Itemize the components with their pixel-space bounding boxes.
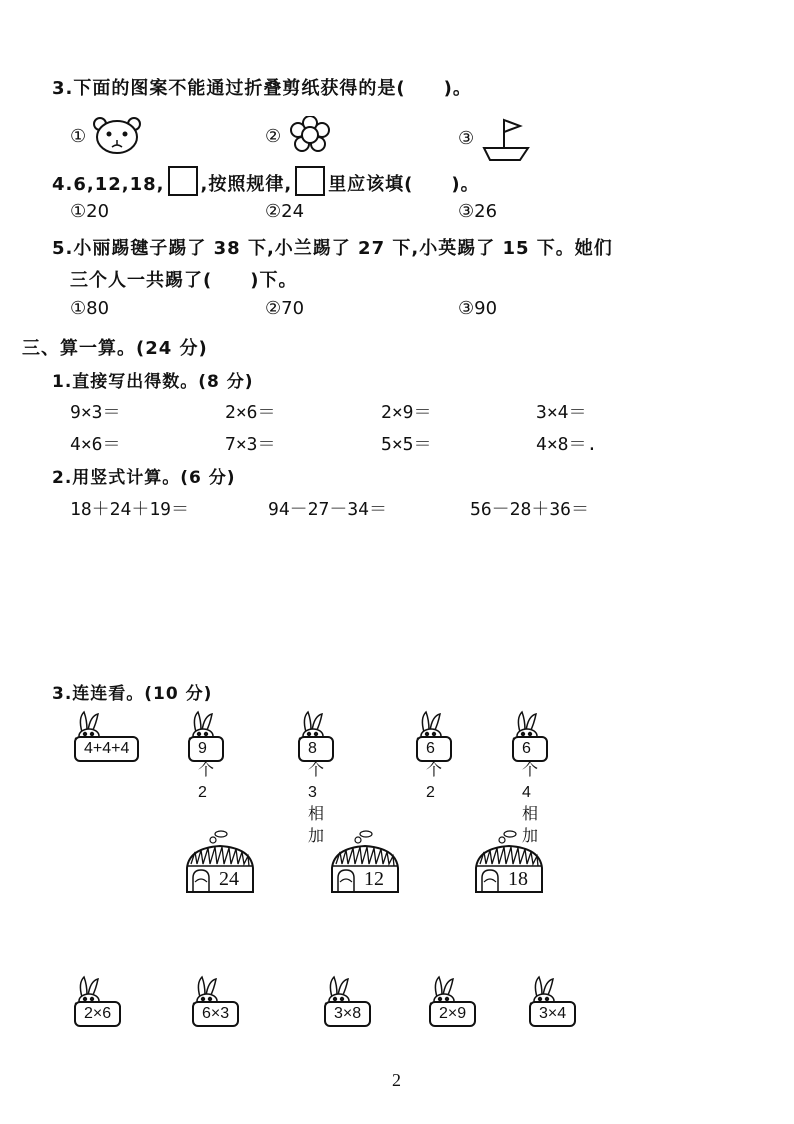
- match-card-top-1-label: 4+4+4: [74, 736, 139, 762]
- flower-icon: [287, 116, 333, 154]
- match-card-bottom-2-label: 6×3: [192, 1001, 239, 1027]
- match-card-top-4-label: 6个2: [416, 736, 452, 762]
- q4-blank-box-2: [295, 166, 325, 196]
- q4-stem-start: 4.6,12,18,: [52, 174, 165, 195]
- calc-r1-c2: 2×6＝: [225, 402, 276, 423]
- match-house-2[interactable]: [328, 830, 402, 896]
- part-3-title: 3.连连看。(10 分): [52, 684, 213, 704]
- calc-r2-c1: 4×6＝: [70, 434, 121, 455]
- q4-stem: [52, 166, 480, 196]
- match-house-1-number: 24: [219, 868, 239, 890]
- match-card-top-3-label: 8个3相加: [298, 736, 334, 762]
- calc-r2-c3: 5×5＝: [381, 434, 432, 455]
- q5-line-2: 三个人一共踢了( )下。: [70, 270, 298, 291]
- match-card-top-2-label: 9个2: [188, 736, 224, 762]
- q3-option-1[interactable]: [70, 116, 142, 154]
- sailboat-icon: [480, 116, 530, 162]
- match-house-3-number: 18: [508, 868, 528, 890]
- q3-option-2-marker: ②: [265, 126, 282, 147]
- calc-r2-c2: 7×3＝: [225, 434, 276, 455]
- match-house-3[interactable]: [472, 830, 546, 896]
- section-3-title: 三、算一算。(24 分): [22, 338, 208, 359]
- q3-option-2[interactable]: [265, 116, 333, 154]
- q3-stem: 3.下面的图案不能通过折叠剪纸获得的是( )。: [52, 78, 472, 99]
- q3-option-3[interactable]: [458, 116, 530, 162]
- match-card-top-5-label: 6个4相加: [512, 736, 548, 762]
- match-house-1[interactable]: [183, 830, 257, 896]
- q4-blank-box-1: [168, 166, 198, 196]
- q5-option-1[interactable]: ①80: [70, 298, 110, 319]
- part-1-title: 1.直接写出得数。(8 分): [52, 372, 254, 392]
- panda-face-icon: [92, 116, 142, 154]
- part-2-title: 2.用竖式计算。(6 分): [52, 468, 236, 488]
- q5-line-1: 5.小丽踢毽子踢了 38 下,小兰踢了 27 下,小英踢了 15 下。她们: [52, 238, 613, 259]
- q4-stem-end: 里应该填( )。: [328, 174, 480, 195]
- page-number: 2: [392, 1070, 401, 1090]
- calc-r2-c4: 4×8＝.: [536, 434, 598, 455]
- q3-option-1-marker: ①: [70, 126, 87, 147]
- vertical-calc-1: 18＋24＋19＝: [70, 499, 190, 520]
- vertical-calc-3: 56－28＋36＝: [470, 499, 590, 520]
- q4-option-1[interactable]: ①20: [70, 201, 110, 222]
- calc-r1-c3: 2×9＝: [381, 402, 432, 423]
- q4-option-2[interactable]: ②24: [265, 201, 305, 222]
- calc-r1-c1: 9×3＝: [70, 402, 121, 423]
- vertical-calc-2: 94－27－34＝: [268, 499, 388, 520]
- q4-option-3[interactable]: ③26: [458, 201, 498, 222]
- match-card-bottom-1-label: 2×6: [74, 1001, 121, 1027]
- calc-r1-c4: 3×4＝: [536, 402, 587, 423]
- match-card-bottom-5-label: 3×4: [529, 1001, 576, 1027]
- q3-option-3-marker: ③: [458, 128, 475, 149]
- match-house-2-number: 12: [364, 868, 384, 890]
- match-card-bottom-3-label: 3×8: [324, 1001, 371, 1027]
- match-card-bottom-4-label: 2×9: [429, 1001, 476, 1027]
- q5-option-3[interactable]: ③90: [458, 298, 498, 319]
- q4-stem-mid: ,按照规律,: [200, 174, 293, 195]
- q5-option-2[interactable]: ②70: [265, 298, 305, 319]
